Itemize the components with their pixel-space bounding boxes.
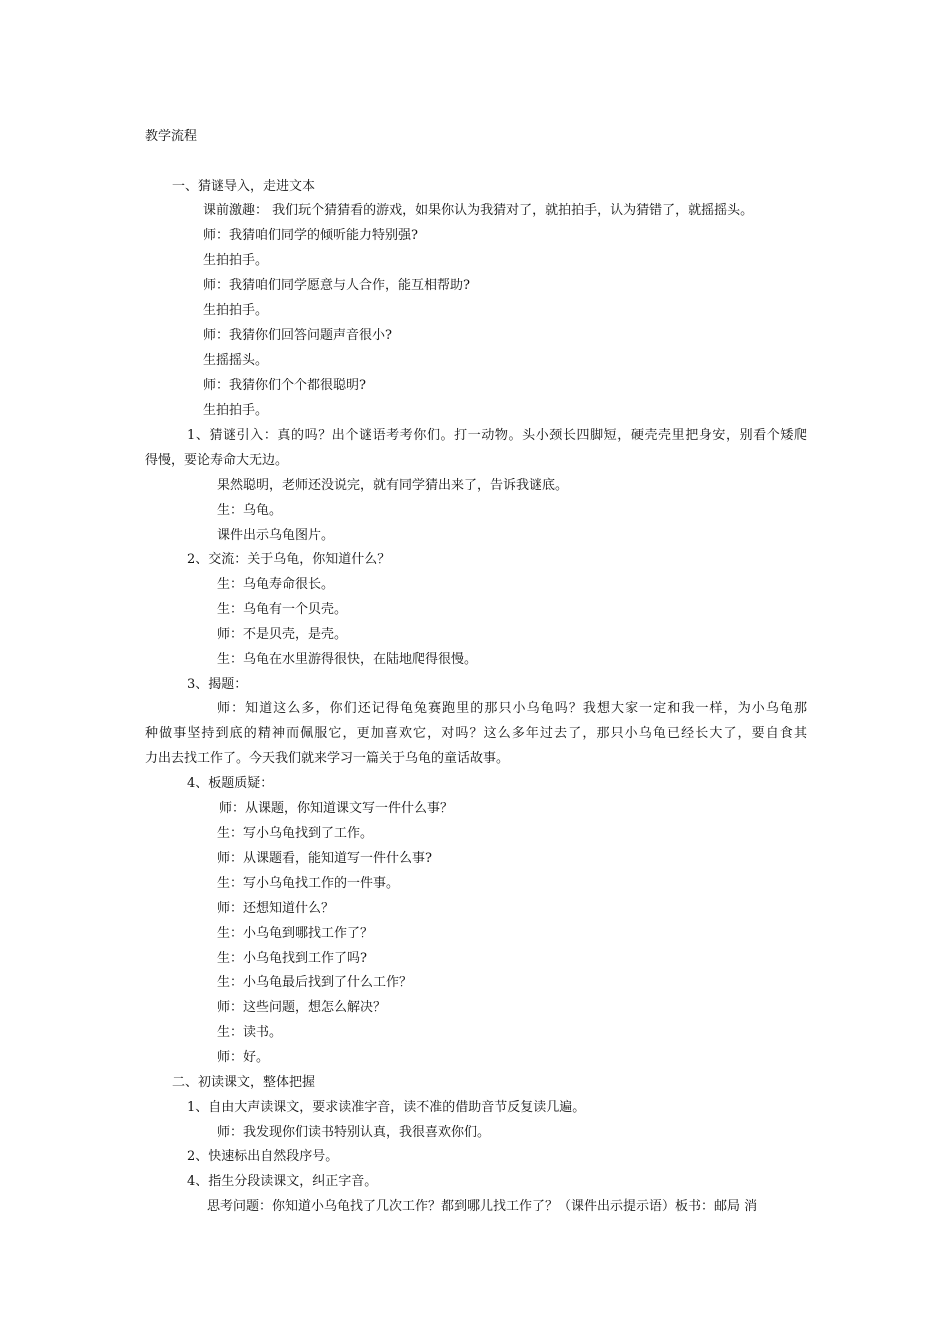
text-line: 师：我猜咱们同学的倾听能力特别强? <box>203 228 418 243</box>
text-line: 生：乌龟在水里游得很快，在陆地爬得很慢。 <box>217 652 478 667</box>
text-line: 3、揭题： <box>187 677 248 692</box>
text-line: 师：我猜咱们同学愿意与人合作，能互相帮助? <box>203 278 470 293</box>
text-line: 得慢，要论寿命大无边。 <box>145 453 289 468</box>
text-line: 课件出示乌龟图片。 <box>217 528 335 543</box>
section-heading-1: 一、猜谜导入，走进文本 <box>172 179 316 194</box>
text-line: 生：写小乌龟找到了工作。 <box>217 826 374 841</box>
document-title: 教学流程 <box>145 129 198 144</box>
text-line: 生：小乌龟到哪找工作了？ <box>217 926 374 941</box>
text-line: 力出去找工作了。今天我们就来学习一篇关于乌龟的童话故事。 <box>145 751 510 766</box>
text-line: 思考问题：你知道小乌龟找了几次工作？都到哪儿找工作了？（课件出示提示语）板书：邮局 消 <box>207 1199 758 1214</box>
text-line: 4、指生分段读课文，纠正字音。 <box>187 1174 378 1189</box>
text-line: 2、快速标出自然段序号。 <box>187 1149 339 1164</box>
text-line: 师：从课题看，能知道写一件什么事? <box>217 851 432 866</box>
text-line: 生拍拍手。 <box>203 403 269 418</box>
text-line: 课前激趣： 我们玩个猜猜看的游戏，如果你认为我猜对了，就拍拍手，认为猜错了，就摇摇头。 <box>203 203 754 218</box>
text-line: 生：小乌龟最后找到了什么工作？ <box>217 975 413 990</box>
text-line: 1、猜谜引入：真的吗？出个谜语考考你们。打一动物。头小颈长四脚短，硬壳壳里把身安，别看个矮爬 <box>187 428 807 443</box>
text-line: 师：从课题，你知道课文写一件什么事？ <box>219 801 454 816</box>
text-line: 师：知道这么多，你们还记得龟兔赛跑里的那只小乌龟吗？我想大家一定和我一样，为小乌龟那 <box>217 701 807 716</box>
text-line: 生拍拍手。 <box>203 253 269 268</box>
text-line: 生：乌龟寿命很长。 <box>217 577 335 592</box>
text-line: 种做事坚持到底的精神而佩服它，更加喜欢它，对吗？这么多年过去了，那只小乌龟已经长大了，要自食其 <box>145 726 807 741</box>
section-heading-2: 二、初读课文，整体把握 <box>172 1075 316 1090</box>
text-line: 生：读书。 <box>217 1025 283 1040</box>
text-line: 1、自由大声读课文，要求读准字音，读不准的借助音节反复读几遍。 <box>187 1100 586 1115</box>
text-line: 师：我发现你们读书特别认真，我很喜欢你们。 <box>217 1125 491 1140</box>
text-line: 2、交流：关于乌龟，你知道什么？ <box>187 552 391 567</box>
text-line: 师：不是贝壳，是壳。 <box>217 627 348 642</box>
text-line: 生：写小乌龟找工作的一件事。 <box>217 876 400 891</box>
text-line: 师：这些问题，想怎么解决？ <box>217 1000 387 1015</box>
text-line: 生：乌龟。 <box>217 503 283 518</box>
text-line: 师：还想知道什么？ <box>217 901 335 916</box>
text-line: 师：我猜你们个个都很聪明? <box>203 378 366 393</box>
text-line: 生：乌龟有一个贝壳。 <box>217 602 348 617</box>
text-line: 生：小乌龟找到工作了吗? <box>217 951 367 966</box>
text-line: 师：我猜你们回答问题声音很小? <box>203 328 392 343</box>
text-line: 生摇摇头。 <box>203 353 269 368</box>
text-line: 师：好。 <box>217 1050 270 1065</box>
text-line: 生拍拍手。 <box>203 303 269 318</box>
text-line: 4、板题质疑： <box>187 776 274 791</box>
text-line: 果然聪明，老师还没说完，就有同学猜出来了，告诉我谜底。 <box>217 478 569 493</box>
